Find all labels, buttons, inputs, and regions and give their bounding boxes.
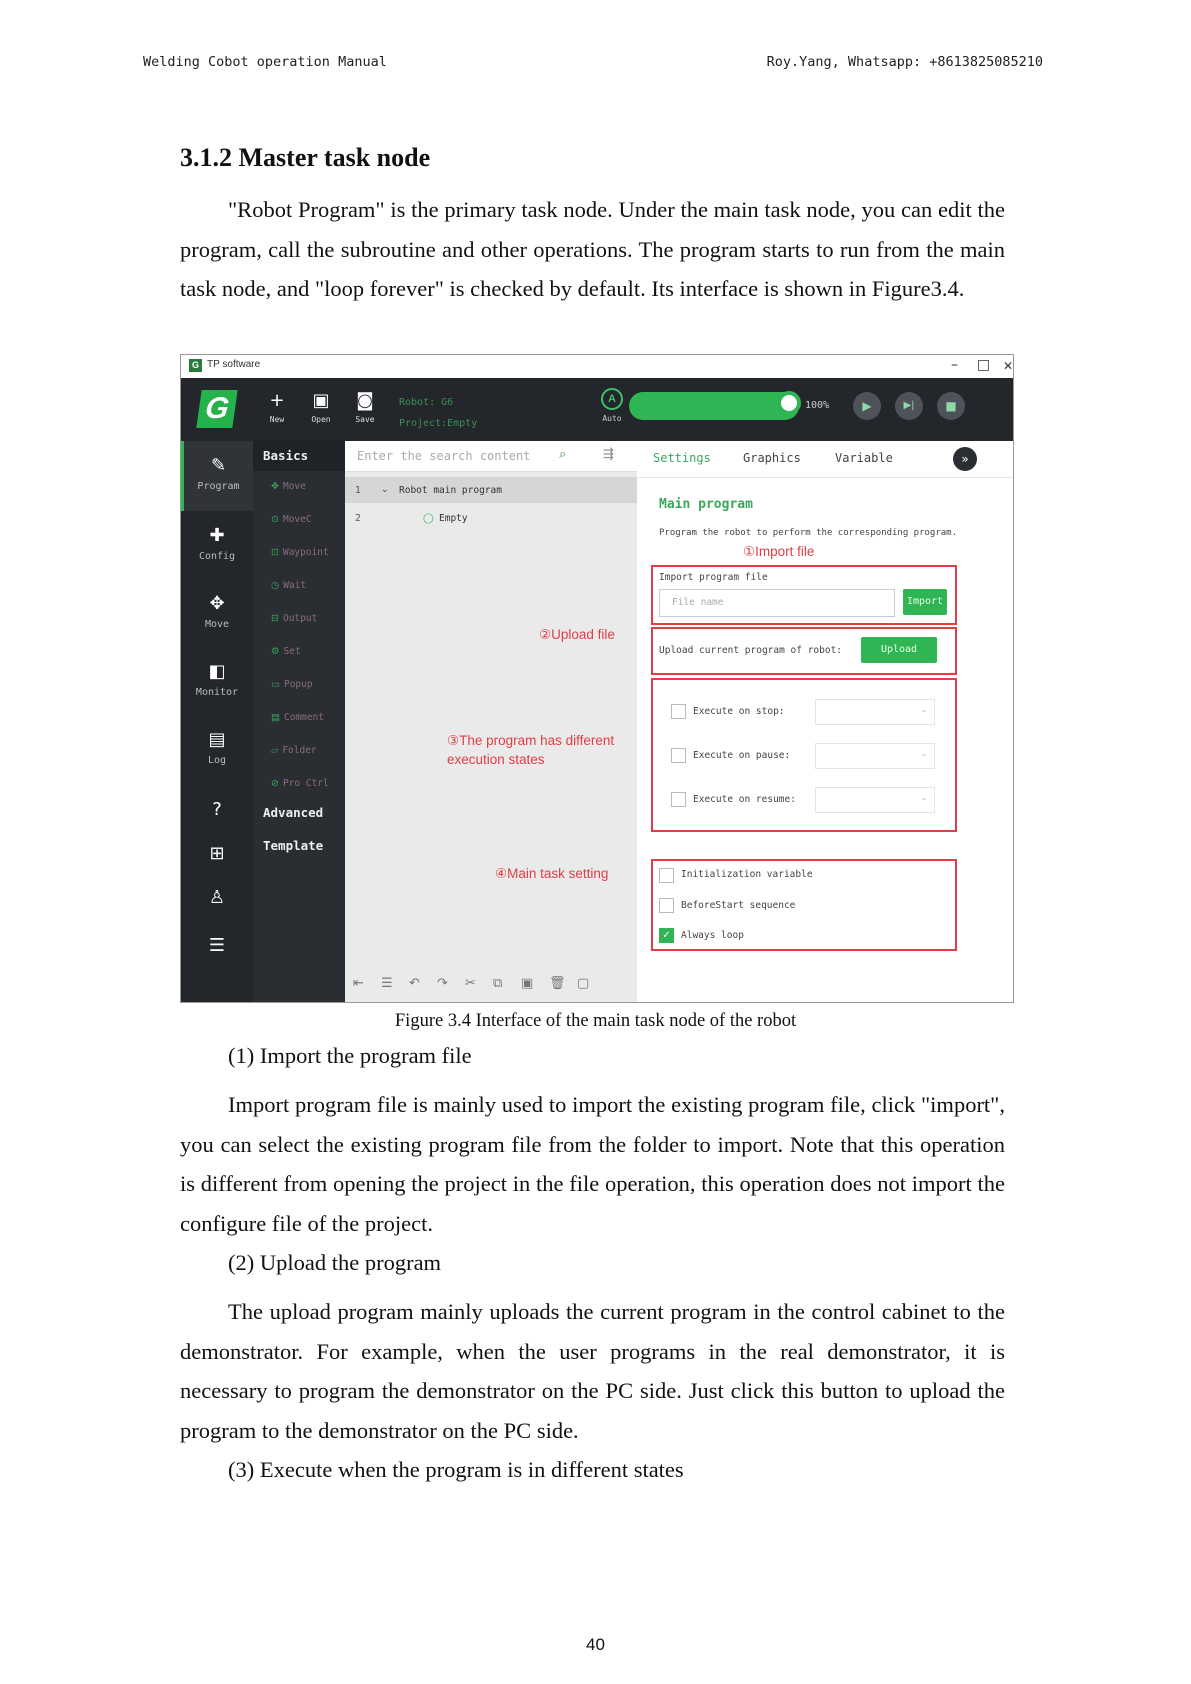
section-title: 3.1.2 Master task node	[180, 143, 431, 172]
stop-button[interactable]: ■	[937, 392, 965, 420]
minimize-icon[interactable]: –	[951, 357, 958, 373]
always-loop-label: Always loop	[681, 930, 744, 941]
config-icon: ✚	[209, 525, 225, 546]
basics-item-icon: ⊟	[271, 613, 279, 624]
basics-item-label: Wait	[283, 580, 307, 591]
apps-button[interactable]	[181, 843, 253, 865]
help-button[interactable]	[181, 799, 253, 821]
basics-item-waypoint[interactable]	[271, 547, 329, 558]
nav-program-label: Program	[197, 481, 240, 492]
tool-icon-6[interactable]: ⧉	[493, 976, 503, 991]
execute-on-stop-label: Execute on stop:	[693, 706, 785, 717]
save-button[interactable]	[349, 390, 381, 424]
tab-variable[interactable]: Variable	[835, 451, 893, 465]
import-button[interactable]: Import	[903, 589, 947, 615]
import-label: Import program file	[659, 572, 768, 583]
tool-icon-4[interactable]: ↷	[437, 976, 448, 991]
auto-label: Auto	[602, 414, 622, 423]
tree-row-number: 2	[355, 513, 361, 524]
basics-item-label: Comment	[283, 712, 325, 723]
nav-monitor[interactable]	[181, 661, 253, 698]
basics-item-label: Set	[283, 646, 301, 657]
figure-caption: Figure 3.4 Interface of the main task node of the robot	[394, 1011, 797, 1031]
basics-item-output[interactable]	[271, 613, 317, 624]
item-3-heading: (3) Execute when the program is in different states	[228, 1457, 684, 1482]
basics-item-icon: ⚙	[271, 646, 280, 657]
basics-item-icon: ⊡	[271, 547, 279, 558]
step-button[interactable]: ▶|	[895, 392, 923, 420]
tree-row[interactable]	[345, 505, 637, 531]
basics-item-label: Waypoint	[282, 547, 329, 558]
page-number: 40	[586, 1635, 605, 1654]
tool-icon-9[interactable]: ▢	[577, 976, 590, 991]
execute-on-resume-checkbox[interactable]	[671, 792, 686, 807]
chevron-down-icon: ⌄	[920, 749, 928, 759]
template-section[interactable]: Template	[263, 838, 324, 853]
tab-settings[interactable]: Settings	[653, 451, 711, 465]
item-2-paragraph: The upload program mainly uploads the current program in the control cabinet to the demonstrator. For example, when the user programs in the real demonstrator, it is necessary to program the demonstrator on the PC side. Just click this button to upload the program to the demonstrator on the PC side.	[180, 1299, 1005, 1443]
search-bar[interactable]	[345, 441, 637, 472]
file-name-placeholder: File name	[672, 597, 724, 608]
auto-icon: A	[601, 388, 623, 410]
basics-item-set[interactable]	[271, 646, 301, 657]
speed-slider-handle[interactable]	[777, 391, 801, 415]
always-loop-checkbox[interactable]	[659, 928, 674, 943]
basics-title[interactable]: Basics	[263, 448, 309, 463]
basics-item-icon: ▤	[271, 712, 280, 723]
chevron-down-icon: ⌄	[920, 705, 928, 715]
menu-button[interactable]	[181, 935, 253, 957]
chevron-down-icon: ⌄	[920, 793, 928, 803]
basics-item-icon: ▭	[271, 679, 280, 690]
basics-item-icon: ⊘	[271, 778, 279, 789]
tree-item-label: Empty	[439, 513, 468, 524]
basics-item-movec[interactable]	[271, 514, 312, 525]
basics-item-label: Popup	[283, 679, 313, 690]
nav-move[interactable]	[181, 593, 253, 630]
running-header-left: Welding Cobot operation Manual	[143, 54, 387, 70]
speed-slider[interactable]	[629, 392, 799, 420]
basics-item-popup[interactable]	[271, 679, 313, 690]
bottom-toolbar	[345, 972, 637, 996]
intro-paragraph: "Robot Program" is the primary task node. Under the main task node, you can edit the program, call the subroutine and other operations. The program starts to run from the main task node, and "loop forever" is checked by default. Its interface is shown in Figure3.4.	[180, 197, 1005, 301]
open-button-label: Open	[311, 415, 331, 424]
figure-screenshot	[180, 354, 1014, 1003]
basics-item-pro-ctrl[interactable]	[271, 778, 329, 789]
basics-item-label: Folder	[282, 745, 317, 756]
execute-on-pause-label: Execute on pause:	[693, 750, 791, 761]
tool-icon-2[interactable]: ☰	[381, 976, 393, 991]
program-tree-panel	[345, 441, 637, 1002]
nav-config[interactable]	[181, 525, 253, 562]
auto-mode-button[interactable]	[601, 388, 623, 423]
tab-bar	[637, 441, 1013, 478]
item-1-paragraph: Import program file is mainly used to import the existing program file, click "import", you can select the existing program file from the folder to import. Note that this operation is different from opening the project in the file operation, this operation does not import the configure file of the project.	[180, 1092, 1005, 1236]
basics-item-icon: ✥	[271, 481, 279, 492]
open-button[interactable]	[305, 390, 337, 424]
search-input[interactable]: Enter the search content	[357, 449, 531, 463]
left-nav	[181, 441, 253, 1002]
initialization-variable-checkbox[interactable]	[659, 868, 674, 883]
annotation-states-line2: execution states	[447, 752, 545, 767]
advanced-section[interactable]: Advanced	[263, 805, 324, 820]
help-icon: ?	[212, 799, 222, 820]
annotation-import: ①Import file	[743, 544, 815, 559]
play-button[interactable]: ▶	[853, 392, 881, 420]
search-icon[interactable]: ⌕	[559, 447, 567, 462]
nav-config-label: Config	[198, 551, 236, 562]
upload-label: Upload current program of robot:	[659, 645, 843, 656]
before-start-checkbox[interactable]	[659, 898, 674, 913]
apps-icon: ⊞	[209, 843, 225, 864]
check-icon: ✓	[662, 930, 671, 941]
nav-log[interactable]	[181, 729, 253, 766]
tree-row-number: 1	[355, 485, 361, 496]
brand-logo: G	[196, 390, 237, 428]
program-icon: ✎	[210, 455, 227, 476]
nav-monitor-label: Monitor	[195, 687, 239, 698]
window-titlebar	[181, 355, 1013, 378]
basics-item-label: Move	[282, 481, 306, 492]
execute-on-resume-label: Execute on resume:	[693, 794, 796, 805]
log-icon: ▤	[208, 729, 226, 750]
initialization-variable-label: Initialization variable	[681, 869, 813, 880]
execute-on-stop-checkbox[interactable]	[671, 704, 686, 719]
tool-icon-8[interactable]: 🗑	[549, 976, 566, 991]
monitor-icon: ◧	[208, 661, 226, 682]
robot-info	[399, 392, 477, 434]
nav-move-label: Move	[204, 619, 230, 630]
collapse-icon[interactable]: ⇶	[603, 447, 614, 462]
nav-program[interactable]	[181, 441, 253, 511]
tab-graphics[interactable]: Graphics	[743, 451, 801, 465]
basics-panel	[253, 441, 345, 1002]
annotation-main-task: ④Main task setting	[495, 866, 609, 881]
app-logo-icon: G	[189, 359, 202, 372]
execute-on-pause-checkbox[interactable]	[671, 748, 686, 763]
basics-item-icon: ▱	[271, 745, 279, 756]
annotation-upload: ②Upload file	[539, 627, 615, 642]
robot-name: Robot: G6	[399, 397, 454, 408]
main-program-description: Program the robot to perform the corresponding program.	[659, 528, 958, 538]
upload-button[interactable]: Upload	[861, 637, 937, 663]
tree-item-label: Robot main program	[399, 485, 502, 496]
execute-on-stop-select[interactable]	[815, 699, 935, 725]
basics-item-icon: ◷	[271, 580, 280, 591]
annotation-states-line1: ③The program has different	[447, 733, 615, 748]
main-toolbar	[181, 378, 1013, 441]
new-button[interactable]	[261, 390, 293, 424]
running-header-right: Roy.Yang, Whatsapp: +8613825085210	[766, 54, 1043, 70]
project-name: Project:Empty	[399, 418, 478, 429]
empty-node-icon: ◯	[423, 513, 434, 524]
basics-item-label: Output	[282, 613, 318, 624]
main-program-title: Main program	[659, 497, 753, 512]
move-icon: ✥	[209, 593, 225, 614]
tree-row[interactable]	[345, 477, 637, 503]
window-title: TP software	[207, 359, 261, 370]
nav-log-label: Log	[207, 755, 227, 766]
tool-icon-7[interactable]: ▣	[521, 976, 534, 991]
more-tabs-icon[interactable]: »	[953, 447, 977, 471]
basics-item-label: Pro Ctrl	[282, 778, 329, 789]
tool-icon-1[interactable]: ⇤	[353, 976, 364, 991]
speed-value: 100%	[805, 400, 830, 411]
save-button-label: Save	[355, 415, 375, 424]
before-start-label: BeforeStart sequence	[681, 900, 796, 911]
user-button[interactable]	[181, 887, 253, 909]
settings-panel	[637, 441, 1013, 1002]
execute-on-resume-select[interactable]	[815, 787, 935, 813]
item-2-heading: (2) Upload the program	[228, 1250, 442, 1275]
file-name-input[interactable]	[659, 589, 895, 617]
new-button-label: New	[269, 415, 285, 424]
close-icon[interactable]: ✕	[1003, 359, 1014, 373]
tool-icon-5[interactable]: ✂	[465, 976, 476, 991]
save-icon: ◙	[356, 390, 374, 411]
execute-on-pause-select[interactable]	[815, 743, 935, 769]
plus-icon: +	[269, 390, 285, 411]
basics-item-icon: ⊙	[271, 514, 279, 525]
expand-chevron-icon[interactable]: ⌄	[381, 485, 389, 495]
basics-item-wait[interactable]	[271, 580, 306, 591]
tool-icon-3[interactable]: ↶	[409, 976, 420, 991]
open-icon: ▣	[312, 390, 330, 411]
item-1-heading: (1) Import the program file	[228, 1043, 472, 1068]
menu-icon: ☰	[208, 935, 226, 956]
basics-item-move[interactable]	[271, 481, 306, 492]
basics-item-comment[interactable]	[271, 712, 324, 723]
maximize-icon[interactable]: □	[977, 357, 991, 373]
basics-item-label: MoveC	[282, 514, 312, 525]
basics-item-folder[interactable]	[271, 745, 317, 756]
user-icon: ♙	[208, 887, 226, 908]
